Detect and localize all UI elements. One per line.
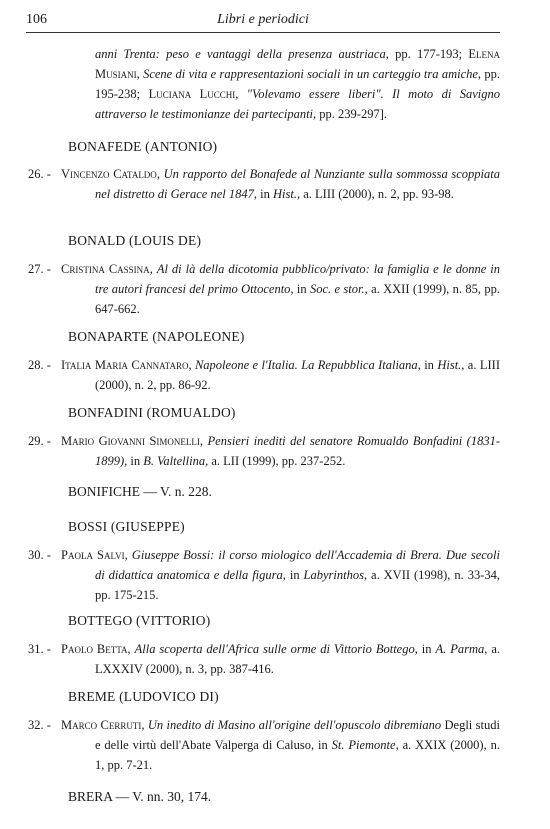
entry-number: 30. - bbox=[28, 548, 51, 562]
section-heading: BONALD (LOUIS DE) bbox=[68, 233, 202, 248]
entry-title: Alla scoperta dell'Africa sulle orme di Vittorio Bottego bbox=[134, 642, 415, 656]
bibliography-entry bbox=[28, 164, 500, 204]
running-title: Libri e periodici bbox=[217, 12, 309, 27]
entry-mid: Degli studi e delle virtù dell'Abate Valperga di Caluso, in bbox=[95, 718, 500, 752]
section-heading: BREME (LUDOVICO DI) bbox=[68, 689, 219, 704]
entry-author: Italia Maria Cannataro bbox=[61, 358, 189, 372]
continuation-paragraph bbox=[95, 44, 500, 124]
entry-mid: , in bbox=[414, 642, 436, 656]
cont-title-2: Scene di vita e rappresentazioni sociali in un carteggio tra amiche bbox=[143, 67, 478, 81]
cont-author-2: Luciana Lucchi bbox=[148, 87, 236, 101]
entry-number: 27. - bbox=[28, 262, 51, 276]
entry-body: Vincenzo Cataldo, Un rapporto del Bonafede al Nunziante sulla sommossa scoppiata nel distretto di Gerace nel 1847, in Hist., a. LIII (2000), n. 2, pp. 93-98. bbox=[61, 167, 500, 201]
section-heading: BONAPARTE (NAPOLEONE) bbox=[68, 329, 245, 344]
entry-number: 28. - bbox=[28, 358, 51, 372]
section-heading: BONFADINI (ROMUALDO) bbox=[68, 405, 236, 420]
section-heading: BONAFEDE (ANTONIO) bbox=[68, 139, 218, 154]
entry-title: Napoleone e l'Italia. La Repubblica Italiana bbox=[194, 358, 418, 372]
entry-author: Cristina Cassina bbox=[61, 262, 150, 276]
entry-journal: Soc. e stor. bbox=[310, 282, 365, 296]
entry-author: Paolo Betta bbox=[61, 642, 128, 656]
section-heading: BOSSI (GIUSEPPE) bbox=[68, 519, 185, 534]
entry-rest: , a. XXII (1999), n. 85, pp. 647-662. bbox=[95, 282, 500, 316]
entry-journal: Labyrinthos bbox=[303, 568, 364, 582]
entry-number: 31. - bbox=[28, 642, 51, 656]
bibliography-entry bbox=[28, 431, 500, 471]
bibliography-entry bbox=[28, 639, 500, 679]
cont-title-3: "Volevamo essere liberi". Il moto di Savigno attraverso le testimonianze dei partecipanti bbox=[95, 87, 500, 121]
entry-number: 32. - bbox=[28, 718, 51, 732]
entry-rest: , a. LIII (2000), n. 2, pp. 86-92. bbox=[95, 358, 500, 392]
entry-mid: , in bbox=[290, 282, 310, 296]
entry-rest: , a. LXXXIV (2000), n. 3, pp. 387-416. bbox=[95, 642, 500, 676]
entry-mid: , in bbox=[417, 358, 438, 372]
cont-text-4: , bbox=[235, 87, 247, 101]
cont-text-1: , pp. 177-193; bbox=[385, 47, 469, 61]
entry-number: 26. - bbox=[28, 167, 51, 181]
running-head bbox=[26, 12, 500, 33]
entry-rest: , a. LII (1999), pp. 237-252. bbox=[205, 454, 346, 468]
entry-author: Vincenzo Cataldo bbox=[61, 167, 157, 181]
entry-author: Paola Salvi bbox=[61, 548, 125, 562]
entry-journal: Hist. bbox=[437, 358, 462, 372]
cont-text-5: , pp. 239-297]. bbox=[313, 107, 387, 121]
entry-rest: , a. XVII (1998), n. 33-34, pp. 175-215. bbox=[95, 568, 500, 602]
cross-reference: BRERA — V. nn. 30, 174. bbox=[68, 789, 212, 804]
entry-title: Pensieri inediti del senatore Romualdo Bonfadini (1831-1899) bbox=[95, 434, 501, 468]
cont-author-1: Elena Musiani bbox=[95, 47, 500, 81]
page-number: 106 bbox=[26, 12, 47, 27]
entry-rest: , a. LIII (2000), n. 2, pp. 93-98. bbox=[296, 187, 454, 201]
entry-title: Giuseppe Bossi: il corso miologico dell'Accademia di Brera. Due secoli di didattica anatomica e della figura bbox=[95, 548, 501, 582]
entry-body: Cristina Cassina, Al di là della dicotomia pubblico/privato: la famiglia e le donne in tre autori francesi del primo Ottocento, in Soc. e stor., a. XXII (1999), n. 85, pp. 647-662. bbox=[61, 262, 501, 316]
entry-body: Paola Salvi, Giuseppe Bossi: il corso miologico dell'Accademia di Brera. Due secoli di didattica anatomica e della figura, in Labyrinthos, a. XVII (1998), n. 33-34, pp. 175-215. bbox=[61, 548, 501, 602]
entry-mid: , in bbox=[253, 187, 273, 201]
entry-body: Italia Maria Cannataro, Napoleone e l'Italia. La Repubblica Italiana, in Hist., a. LIII (2000), n. 2, pp. 86-92. bbox=[61, 358, 500, 392]
entry-author: Marco Cerruti bbox=[61, 718, 142, 732]
entry-journal: B. Valtellina bbox=[143, 454, 206, 468]
bibliography-entry bbox=[28, 355, 500, 395]
entry-title: Un rapporto del Bonafede al Nunziante sulla sommossa scoppiata nel distretto di Gerace nel 1847 bbox=[95, 167, 500, 201]
cont-text-2: , bbox=[136, 67, 144, 81]
entry-mid: , in bbox=[124, 454, 144, 468]
bibliography-entry bbox=[28, 259, 500, 319]
entry-author: Mario Giovanni Simonelli bbox=[61, 434, 200, 448]
entry-journal: St. Piemonte bbox=[331, 738, 396, 752]
entry-title: Al di là della dicotomia pubblico/privato: la famiglia e le donne in tre autori francesi del primo Ottocento bbox=[95, 262, 501, 296]
entry-mid: , in bbox=[282, 568, 304, 582]
bibliography-entry bbox=[28, 545, 500, 605]
bibliography-entry bbox=[28, 715, 500, 775]
entry-body: Marco Cerruti, Un inedito di Masino all'origine dell'opuscolo dibremiano Degli studi e delle virtù dell'Abate Valperga di Caluso, in St. Piemonte, a. XXIX (2000), n. 1, pp. 7-21. bbox=[61, 718, 500, 772]
entry-title: Un inedito di Masino all'origine dell'opuscolo dibremiano bbox=[147, 718, 442, 732]
section-heading: BOTTEGO (VITTORIO) bbox=[68, 613, 211, 628]
cross-reference: BONIFICHE — V. n. 228. bbox=[68, 484, 212, 499]
cont-text-3: , pp. 195-238; bbox=[95, 67, 500, 101]
entry-journal: A. Parma bbox=[435, 642, 485, 656]
entry-body: Mario Giovanni Simonelli, Pensieri inediti del senatore Romualdo Bonfadini (1831-1899), in B. Valtellina, a. LII (1999), pp. 237-252. bbox=[61, 434, 501, 468]
entry-rest: , a. XXIX (2000), n. 1, pp. 7-21. bbox=[95, 738, 500, 772]
entry-body: Paolo Betta, Alla scoperta dell'Africa sulle orme di Vittorio Bottego, in A. Parma, a. LXXXIV (2000), n. 3, pp. 387-416. bbox=[61, 642, 500, 676]
cont-title-1: anni Trenta: peso e vantaggi della presenza austriaca bbox=[95, 47, 386, 61]
entry-journal: Hist. bbox=[273, 187, 297, 201]
entry-number: 29. - bbox=[28, 434, 51, 448]
